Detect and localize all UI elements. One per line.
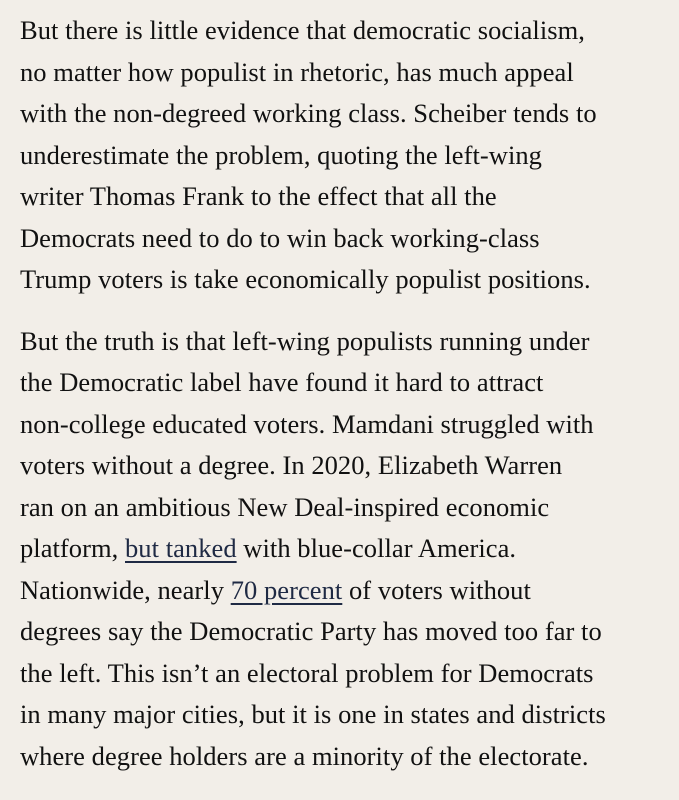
paragraph-line: non-college educated voters. Mamdani struggled with xyxy=(20,408,594,439)
text-segment: Nationwide, nearly xyxy=(20,574,231,605)
paragraph-line-with-link xyxy=(20,528,650,570)
paragraph-line: writer Thomas Frank to the effect that all the xyxy=(20,181,497,211)
paragraph-line: no matter how populist in rhetoric, has much appeal xyxy=(20,56,574,87)
paragraph-2 xyxy=(20,321,650,778)
paragraph-line: Democrats need to do to win back working-class xyxy=(20,222,540,253)
paragraph-line: ran on an ambitious New Deal-inspired economic xyxy=(20,491,550,522)
paragraph-1 xyxy=(20,10,650,301)
paragraph-line: the left. This isn’t an electoral problem for Democrats xyxy=(20,657,594,688)
text-segment: platform, xyxy=(20,533,125,563)
paragraph-line: underestimate the problem, quoting the left-wing xyxy=(20,139,542,170)
paragraph-line: But there is little evidence that democratic socialism, xyxy=(20,15,585,45)
paragraph-line-with-link xyxy=(20,570,650,612)
but-tanked-link[interactable]: but tanked xyxy=(125,533,237,563)
paragraph-line: degrees say the Democratic Party has moved too far to xyxy=(20,616,602,646)
paragraph-line: But the truth is that left-wing populists running under xyxy=(20,325,590,356)
paragraph-line: the Democratic label have found it hard to attract xyxy=(20,367,544,397)
text-segment: with blue-collar America. xyxy=(236,533,517,563)
paragraph-line: with the non-degreed working class. Scheiber tends to xyxy=(20,98,597,128)
paragraph-line: voters without a degree. In 2020, Elizabeth Warren xyxy=(20,450,563,480)
paragraph-line: in many major cities, but it is one in states and districts xyxy=(20,699,606,729)
seventy-percent-link[interactable]: 70 percent xyxy=(230,574,343,605)
paragraph-line: where degree holders are a minority of the electorate. xyxy=(20,740,589,771)
paragraph-line: Trump voters is take economically populist positions. xyxy=(20,264,591,294)
text-segment: of voters without xyxy=(342,574,531,605)
